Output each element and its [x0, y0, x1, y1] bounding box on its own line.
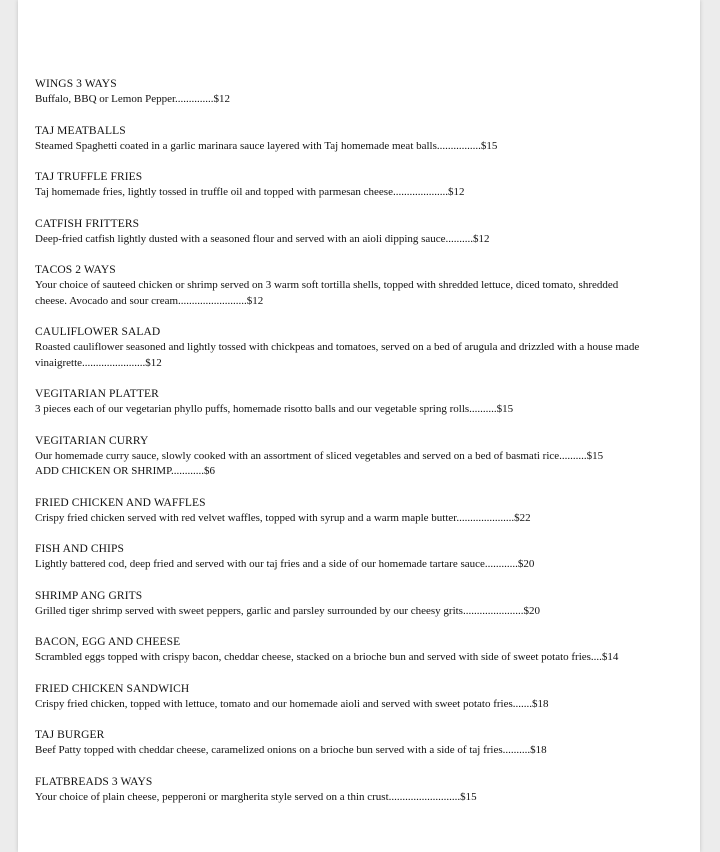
item-name: FRIED CHICKEN SANDWICH [35, 682, 190, 695]
menu-item-flatbreads [35, 774, 645, 806]
item-name: TAJ TRUFFLE FRIES [35, 171, 143, 183]
menu-item-wings [35, 76, 645, 108]
menu-page [18, 0, 700, 852]
menu-item-taj-burger [35, 727, 645, 759]
item-add-on: ADD CHICKEN OR SHRIMP............$6 [35, 465, 215, 477]
menu-item-chicken-sandwich [35, 681, 645, 713]
item-name: TAJ BURGER [35, 729, 105, 741]
menu-item-chicken-waffles [35, 495, 645, 527]
menu-item-bacon-egg-cheese [35, 634, 645, 666]
item-description: Roasted cauliflower seasoned and lightly tossed with chickpeas and tomatoes, served on a bed of arugula and drizzled with a house made vinaigrette.......................$12 [35, 341, 640, 369]
item-name: FLATBREADS 3 WAYS [35, 775, 153, 788]
menu-item-cauliflower-salad [35, 324, 645, 371]
item-description: Crispy fried chicken served with red velvet waffles, topped with syrup and a warm maple butter.....................$22 [35, 511, 531, 524]
item-description: Scrambled eggs topped with crispy bacon, cheddar cheese, stacked on a brioche bun and served with side of sweet potato fries....$14 [35, 651, 619, 663]
item-name: WINGS 3 WAYS [35, 78, 117, 90]
item-description: Taj homemade fries, lightly tossed in truffle oil and topped with parmesan cheese....................$12 [35, 186, 465, 198]
menu-item-catfish-fritters [35, 216, 645, 248]
menu-item-truffle-fries [35, 169, 645, 201]
item-description: Your choice of sauteed chicken or shrimp served on 3 warm soft tortilla shells, topped with shredded lettuce, diced tomato, shredded cheese. Avocado and sour cream.........................$12 [35, 279, 619, 307]
item-description: Your choice of plain cheese, pepperoni or margherita style served on a thin crust..........................$15 [35, 790, 477, 803]
item-description: Beef Patty topped with cheddar cheese, caramelized onions on a brioche bun served with a side of taj fries..........$18 [35, 744, 547, 756]
item-name: CATFISH FRITTERS [35, 217, 140, 230]
menu-item-tacos [35, 262, 645, 309]
item-name: VEGITARIAN PLATTER [35, 388, 159, 400]
item-name: FRIED CHICKEN AND WAFFLES [35, 496, 206, 509]
menu-item-shrimp-grits [35, 588, 645, 620]
item-name: VEGITARIAN CURRY [35, 434, 149, 447]
item-name: CAULIFLOWER SALAD [35, 326, 161, 338]
item-name: TACOS 2 WAYS [35, 264, 116, 276]
item-description: Deep-fried catfish lightly dusted with a seasoned flour and served with an aioli dipping sauce..........$12 [35, 232, 490, 245]
item-name: BACON, EGG AND CHEESE [35, 636, 181, 648]
item-description: Crispy fried chicken, topped with lettuce, tomato and our homemade aioli and served with sweet potato fries.......$18 [35, 697, 549, 710]
item-description: Our homemade curry sauce, slowly cooked with an assortment of sliced vegetables and served on a bed of basmati rice..........$15 [35, 449, 604, 462]
menu-item-fish-chips [35, 541, 645, 573]
item-name: FISH AND CHIPS [35, 543, 124, 555]
menu-item-vegetarian-curry [35, 433, 645, 480]
item-name: TAJ MEATBALLS [35, 124, 126, 137]
menu-item-meatballs [35, 123, 645, 155]
item-description: Buffalo, BBQ or Lemon Pepper..............$12 [35, 93, 231, 105]
item-description: Steamed Spaghetti coated in a garlic marinara sauce layered with Taj homemade meat balls................$15 [35, 139, 498, 152]
item-name: SHRIMP ANG GRITS [35, 589, 143, 602]
item-description: Grilled tiger shrimp served with sweet peppers, garlic and parsley surrounded by our cheesy grits......................$20 [35, 604, 540, 617]
item-description: Lightly battered cod, deep fried and served with our taj fries and a side of our homemade tartare sauce............$20 [35, 558, 535, 570]
menu-item-vegetarian-platter [35, 386, 645, 418]
menu-list [35, 76, 645, 820]
item-description: 3 pieces each of our vegetarian phyllo puffs, homemade risotto balls and our vegetable spring rolls..........$15 [35, 403, 514, 415]
